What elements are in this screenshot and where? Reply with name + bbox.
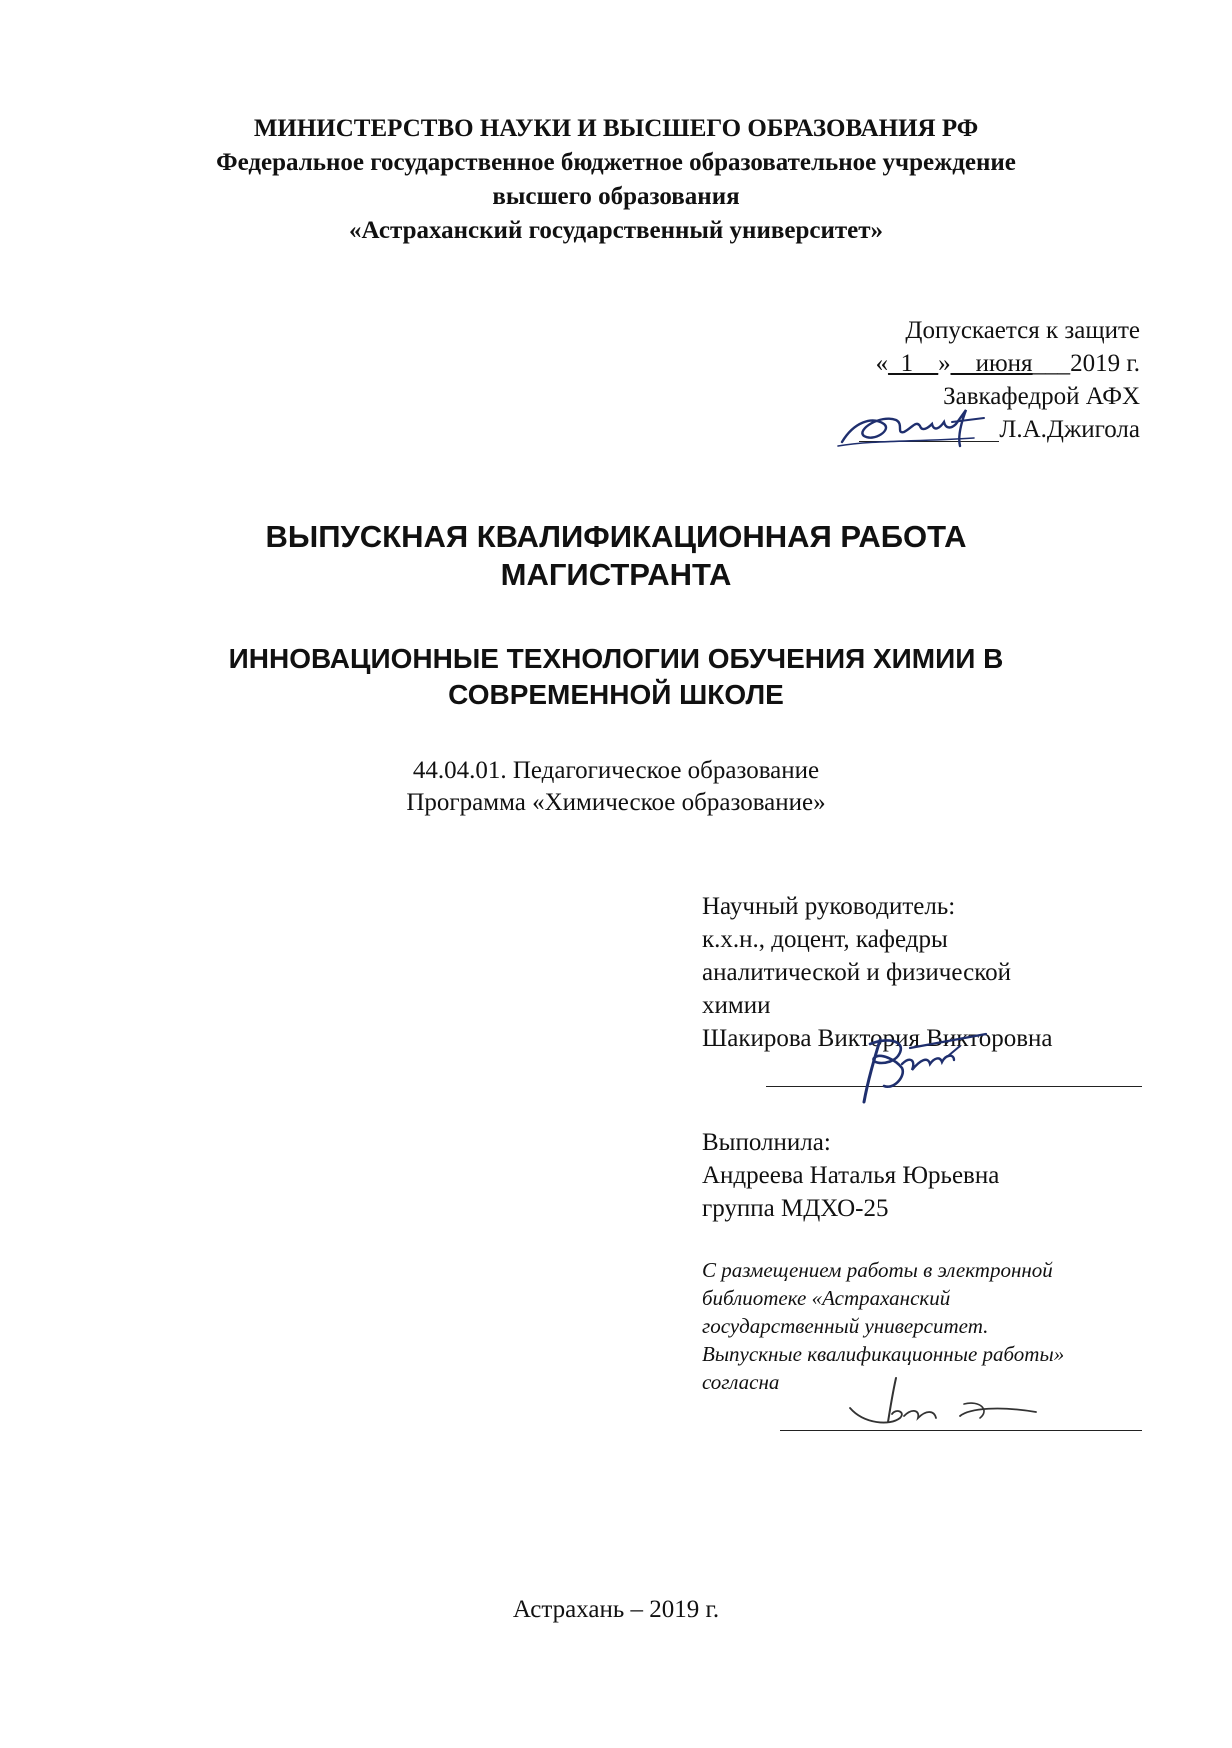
approval-block [859,314,1140,446]
author-group: группа МДХО-25 [702,1195,889,1222]
topic-line-1: ИННОВАЦИОННЫЕ ТЕХНОЛОГИИ ОБУЧЕНИЯ ХИМИИ В [228,643,1004,674]
approval-date [859,347,1140,380]
head-signature-line [859,417,999,442]
supervisor-label: Научный руководитель: [702,893,956,920]
program-code: 44.04.01. Педагогическое образование [412,757,820,784]
university-name: «Астраханский государственный университет» [348,217,884,244]
topic-line-2: СОВРЕМЕННОЙ ШКОЛЕ [448,679,784,710]
institution-level-line: высшего образования [492,183,740,210]
date-month: __июня [950,350,1033,377]
place-and-year: Астрахань – 2019 г. [512,1596,720,1623]
thesis-topic [0,641,1232,713]
head-title: Завкафедрой АФХ [943,383,1140,410]
institution-header [0,112,1232,248]
date-day: _1__ [888,350,939,377]
admitted-label: Допускается к защите [905,317,1140,344]
supervisor-block [702,890,1053,1055]
institution-line: Федеральное государственное бюджетное образовательное учреждение [216,149,1016,176]
program-name: Программа «Химическое образование» [406,789,826,816]
head-name: Л.А.Джигола [999,416,1140,443]
author-block [702,1126,999,1225]
date-year: ___2019 г. [1032,350,1140,377]
author-label: Выполнила: [702,1129,831,1156]
program-block [0,755,1232,819]
consent-line-2: библиотеке «Астраханский [702,1286,951,1310]
consent-line-3: государственный университет. [702,1314,989,1338]
consent-signature-line [780,1430,1142,1431]
date-open-quote: « [875,350,889,377]
title-line-1: ВЫПУСКНАЯ КВАЛИФИКАЦИОННАЯ РАБОТА [265,519,967,554]
supervisor-department: аналитической и физической [702,959,1011,986]
title-line-2: МАГИСТРАНТА [500,557,732,592]
consent-line-5: согласна [702,1370,780,1394]
supervisor-department-cont: химии [702,992,771,1019]
ministry-line: МИНИСТЕРСТВО НАУКИ И ВЫСШЕГО ОБРАЗОВАНИЯ РФ [253,115,979,142]
supervisor-name: Шакирова Виктория Викторовна [702,1025,1053,1052]
date-close-quote: » [938,350,951,377]
supervisor-degree: к.х.н., доцент, кафедры [702,926,948,953]
author-name: Андреева Наталья Юрьевна [702,1162,1000,1189]
consent-line-4: Выпускные квалификационные работы» [702,1342,1065,1366]
document-title [0,518,1232,594]
supervisor-signature-line [766,1086,1142,1087]
consent-block [702,1256,1064,1396]
consent-line-1: С размещением работы в электронной [702,1258,1053,1282]
head-signature-row [859,413,1140,446]
